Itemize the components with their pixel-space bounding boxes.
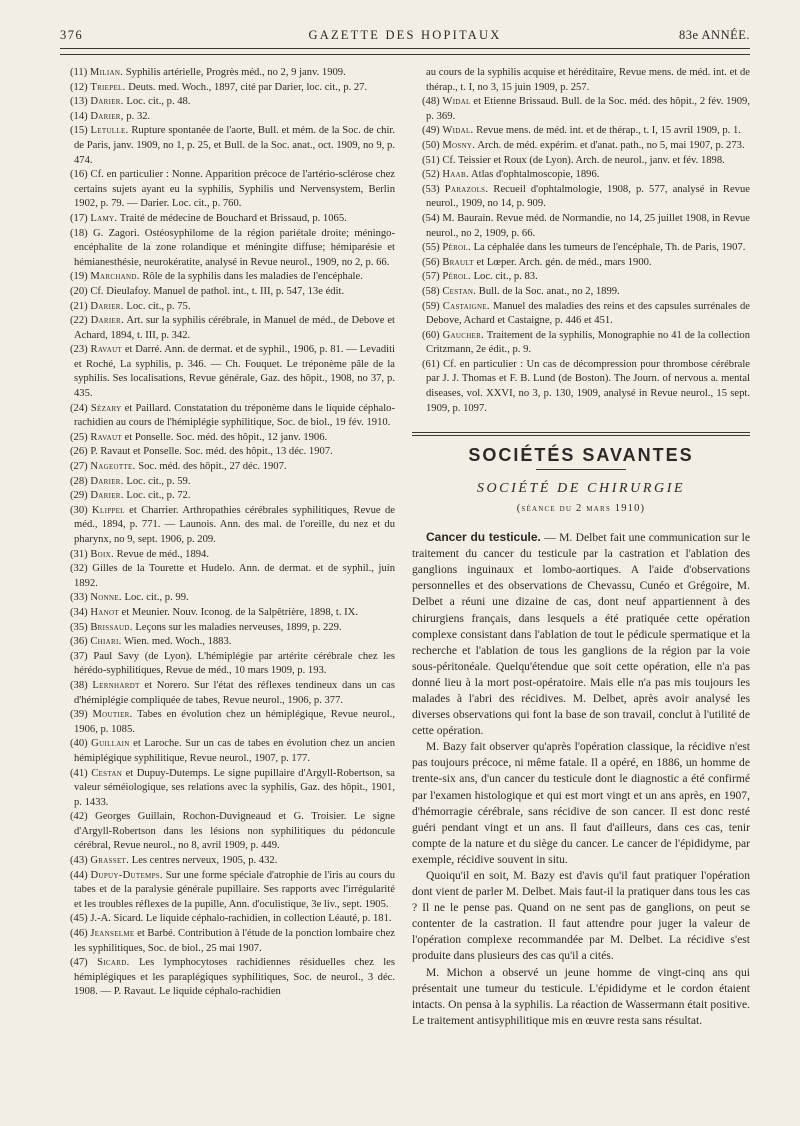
reference-author: Ravaut — [90, 344, 123, 356]
reference-item — [60, 767, 395, 811]
paragraph-text: Quoiqu'il en soit, M. Bazy est d'avis qu'il faut pratiquer l'opération dont vient de parler M. Delbet. Mais faut-il la pratiquer dans tous les cas ? Il ne le pense pas. Quand on ne sent pas de ganglions, on peut se contenter de la castration. Il faut attendre pour juger la valeur de l'opération complexe recommandée par M. Delbet. La récidive s'est produite dans plusieurs des cas qu'il a cités. — [412, 869, 750, 963]
paragraph-text: — M. Delbet fait une communication sur le traitement du cancer du testicule par la castration et l'ablation des ganglions inguinaux et lombo-aortiques. A l'aide d'observations personnelles et des observations de Chevassu, Cunéo et Grégoire, M. Delbet a réuni une dizaine de cas, dont neuf appartiennent à des chirurgiens français, dans lesquels a été pratiquée cette opération complexe consistant dans l'ablation de tout le pédicule spermatique et la recherche et l'ablation de tous les ganglions de la région par la voie sous-péritonéale. Quelqu'étendue que soit cette opération, elle n'a pas donné lieu à la mort post-opératoire. Mais elle n'a pas mis toujours les malades à l'abri des récidives. M. Delbet, après avoir analysé les diverses observations qui font la base de son travail, conclut à l'utilité de cette opération. — [412, 531, 750, 738]
reference-number: (16) — [70, 169, 91, 181]
reference-item — [412, 329, 750, 358]
reference-author: Darier. — [90, 490, 124, 502]
reference-item — [412, 212, 750, 241]
reference-item — [60, 168, 395, 212]
reference-number: (55) — [422, 242, 443, 254]
reference-item — [60, 95, 395, 110]
reference-number: (37) — [70, 650, 94, 662]
report-paragraph — [412, 965, 750, 1029]
reference-text: Rupture spontanée de l'aorte, Bull. et mém. de la Soc. de chir. de Paris, janv. 1909, no 1, p. 25, et Bull. de la Soc. anat., oct. 1909, no 9, p. 474. — [74, 125, 395, 166]
reference-item — [60, 314, 395, 343]
reference-item — [412, 139, 750, 154]
reference-author: Lamy. — [90, 212, 118, 224]
reference-number: (40) — [70, 738, 92, 750]
reference-text: Deuts. med. Woch., 1897, cité par Darier, loc. cit., p. 27. — [125, 81, 368, 93]
journal-year: 83e ANNÉE. — [679, 28, 750, 42]
reference-author: Guillain — [91, 738, 130, 750]
reference-text: et Paillard. Constatation du tréponème dans le liquide céphalo-rachidien au cours de l'hémiplégie syphilitique, Soc. de biol., 19 fév. 1910. — [74, 402, 395, 429]
reference-text: Syphilis artérielle, Progrès méd., no 2, 9 janv. 1909. — [123, 67, 346, 78]
reference-number: (49) — [422, 125, 443, 137]
reference-text: et Barbé. Contribution à l'étude de la ponction lombaire chez les syphilitiques, Soc. de biol., 25 mai 1907. — [74, 928, 395, 954]
reference-text: et Dupuy-Dutemps. Le signe pupillaire d'Argyll-Robertson, sa valeur séméiologique, ses relations avec la syphilis, Gaz. des hôpit., 1901, p. 1433. — [74, 767, 395, 808]
reference-item — [60, 124, 395, 168]
reference-text: Traitement de la syphilis, Monographie no 41 de la collection Critzmann, 2e édit., p. 9. — [426, 329, 750, 356]
reference-item — [60, 489, 395, 504]
reference-author: Dupuy-Dutemps. — [90, 869, 163, 881]
reference-author: Milian. — [89, 67, 124, 78]
reference-author: Moutier. — [92, 709, 133, 721]
reference-text: Loc. cit., p. 59. — [123, 475, 191, 487]
reference-text: Revue mens. de méd. int. et de thérap., t. I, 15 avril 1909, p. 1. — [473, 125, 741, 137]
reference-text: Tabes en évolution chez un hémiplégique, Revue neurol., 1906, p. 1085. — [74, 709, 395, 735]
reference-number: (18) — [70, 227, 93, 239]
reference-author: Darier. — [90, 315, 124, 327]
reference-number: (33) — [70, 592, 91, 604]
reference-item — [412, 241, 750, 256]
reference-item — [60, 635, 395, 650]
reference-author: Nageotte. — [90, 461, 136, 473]
reference-text: Arch. de méd. expérim. et d'anat. path., no 5, mai 1907, p. 273. — [475, 139, 745, 151]
reference-text: Atlas d'ophtalmoscopie, 1896. — [468, 169, 600, 181]
reference-number: (22) — [70, 315, 91, 327]
reference-author: Lernhardt — [92, 679, 140, 691]
reference-text: Rôle de la syphilis dans les maladies de l'encéphale. — [139, 271, 363, 283]
reference-author: Darier. — [90, 475, 124, 487]
reference-number: (27) — [70, 461, 91, 473]
reference-number: (32) — [70, 563, 93, 575]
reference-number: (11) — [70, 67, 90, 78]
reference-item — [60, 854, 395, 869]
reference-item — [412, 270, 750, 285]
reference-item — [60, 650, 395, 679]
reference-author: Boix. — [90, 548, 114, 560]
reference-author: Darier, — [90, 110, 124, 122]
reference-item — [60, 110, 395, 125]
report-paragraph — [412, 868, 750, 965]
reference-author: Pérol. — [442, 242, 471, 254]
reference-item — [60, 402, 395, 431]
reference-text: Cf. en particulier : Un cas de décompression pour thrombose cérébrale par J. J. Thomas et F. B. Lund (de Boston). The Journ. of nervous a. mental diseases, vol. XXVI, no 3, p. 130, 1909, analysé in Revue neurol., 15 sept. 1909, p. 1097. — [426, 358, 750, 414]
reference-number: (43) — [70, 855, 91, 867]
reference-number: (13) — [70, 96, 91, 108]
reference-text: et Meunier. Nouv. Iconog. de la Salpêtrière, 1898, t. IX. — [118, 606, 358, 618]
reference-number: (48) — [422, 96, 443, 108]
reference-text: et Ponselle. Soc. méd. des hôpit., 12 janv. 1906. — [121, 431, 328, 443]
reference-text: J.-A. Sicard. Le liquide céphalo-rachidien, in collection Léauté, p. 181. — [90, 913, 392, 925]
reference-author: Parazols. — [444, 183, 489, 195]
section-short-rule — [536, 469, 626, 470]
reference-number: (59) — [422, 300, 443, 312]
reference-item — [60, 227, 395, 271]
reference-author: Sézary — [90, 402, 122, 414]
reference-text: La céphalée dans les tumeurs de l'encéphale, Th. de Paris, 1907. — [470, 242, 746, 254]
reference-text: Leçons sur les maladies nerveuses, 1899, p. 229. — [132, 621, 342, 633]
reference-text: Cf. Dieulafoy. Manuel de pathol. int., t. III, p. 547, 13e édit. — [90, 285, 345, 297]
reference-item — [60, 212, 395, 227]
society-name: SOCIÉTÉ DE CHIRURGIE — [476, 480, 686, 496]
report-paragraph — [412, 529, 750, 739]
reference-number: (31) — [70, 548, 91, 560]
reference-author: Chiari. — [90, 636, 122, 648]
reference-number: (50) — [422, 139, 443, 151]
reference-item — [60, 956, 395, 1000]
reference-number: (60) — [422, 329, 443, 341]
reference-number: (34) — [70, 606, 91, 618]
running-header — [60, 28, 750, 48]
reference-number: (41) — [70, 767, 92, 779]
reference-item — [412, 95, 750, 124]
reference-item — [412, 66, 750, 95]
reference-number: (46) — [70, 928, 91, 940]
reference-text: Traité de médecine de Bouchard et Brissaud, p. 1065. — [117, 212, 347, 224]
reference-number: (14) — [70, 110, 91, 122]
reference-number: (28) — [70, 475, 91, 487]
reference-item — [60, 445, 395, 460]
reference-text: et Lœper. Arch. gén. de méd., mars 1900. — [473, 256, 652, 268]
reference-item — [412, 183, 750, 212]
reference-author: Widal. — [442, 125, 474, 137]
reference-item — [60, 431, 395, 446]
right-references — [412, 66, 750, 416]
reference-item — [60, 460, 395, 475]
reference-item — [60, 679, 395, 708]
reference-author: Cestan. — [442, 285, 477, 297]
reference-author: Ravaut — [90, 431, 122, 443]
report-paragraph — [412, 739, 750, 868]
reference-number: (42) — [70, 811, 96, 823]
reference-text: Art. sur la syphilis cérébrale, in Manuel de méd., de Debove et Achard, 1894, t. III, p. 342. — [74, 315, 395, 341]
reference-text: Gilles de la Tourette et Hudelo. Ann. de dermat. et de syphil., juin 1892. — [74, 563, 395, 589]
reference-author: Haab. — [442, 169, 469, 181]
reference-item — [60, 300, 395, 315]
reference-item — [412, 300, 750, 329]
reference-item — [60, 810, 395, 854]
section-divider-thin — [412, 432, 750, 433]
reference-number: (45) — [70, 913, 91, 925]
reference-author: Castaigne. — [442, 300, 490, 312]
reference-item — [60, 66, 395, 81]
reference-text: P. Ravaut et Ponselle. Soc. méd. des hôpit., 13 déc. 1907. — [90, 446, 333, 458]
reference-number: (57) — [422, 271, 443, 283]
paragraph-lead: Cancer du testicule. — [426, 530, 541, 545]
reference-text: et Norero. Sur l'état des réflexes tendineux dans un cas d'hémiplégie compliquée de tabes, Revue neurol., 1906, p. 377. — [74, 679, 395, 706]
reference-item — [412, 154, 750, 169]
reference-item — [60, 504, 395, 548]
reference-text: et Charrier. Arthropathies cérébrales syphilitiques, Revue de méd., 1894, p. 771. — Launois. Ann. des mal. de l'oreille, du nez et du pharynx, no 9, sept. 1906, p. 209. — [74, 504, 395, 545]
reference-item — [60, 621, 395, 636]
reference-number: (44) — [70, 869, 91, 881]
reference-author: Brault — [442, 256, 474, 268]
reference-item — [60, 475, 395, 490]
reference-text: M. Baurain. Revue méd. de Normandie, no 14, 25 juillet 1908, in Revue neurol., no 2, 1909, p. 66. — [426, 212, 750, 239]
right-column — [412, 66, 750, 1029]
reference-text: Paul Savy (de Lyon). L'hémiplégie par artérite cérébrale chez les hérédo-syphilitiques, Revue de méd., 10 mars 1909, p. 193. — [74, 650, 395, 677]
reference-author: Darier. — [90, 96, 124, 108]
reference-author: Sicard. — [97, 957, 130, 969]
reference-text: Les lymphocytoses rachidiennes résiduelles chez les hémiplégiques et les paraplégiques syphilitiques, Soc. de neurol., 3 déc. 1908. — P. Ravaut. Le liquide céphalo-rachidien — [74, 957, 395, 998]
reference-item — [412, 285, 750, 300]
journal-title: GAZETTE DES HOPITAUX — [308, 28, 502, 42]
reference-item — [60, 285, 395, 300]
reference-text: Sur une forme spéciale d'atrophie de l'iris au cours du tabes et de la paralysie générale pupillaire. Ses rapports avec l'irrégularité et les troubles réflexes de la pupille, Ann. d'oculistique, 3e liv., sept. 1905. — [74, 869, 395, 910]
reference-number: (58) — [422, 285, 443, 297]
reference-number: (29) — [70, 490, 91, 502]
reference-text: Bull. de la Soc. anat., no 2, 1899. — [476, 285, 620, 297]
reference-author: Letulle. — [90, 125, 129, 137]
reference-item — [60, 81, 395, 96]
reference-number: (36) — [70, 636, 91, 648]
reference-author: Brissaud. — [90, 621, 133, 633]
reference-text: Les centres nerveux, 1905, p. 432. — [129, 855, 278, 867]
reference-number: (52) — [422, 169, 443, 181]
reference-author: Darier. — [90, 300, 124, 312]
reference-author: Hanot — [90, 606, 119, 618]
reference-author: Gaucher. — [442, 329, 485, 341]
reference-text: Loc. cit., p. 48. — [123, 96, 191, 108]
left-column-references — [60, 66, 395, 1000]
reference-text: G. Zagori. Ostéosyphilome de la région pariétale droite; méningo-encéphalite de la zone rolandique et méningite diffuse; hémiparésie et hémianesthésie, neurokératite, analysé in Revue neurol., 1909, no 2, p. 66. — [74, 227, 395, 268]
reference-text: Cf. Teissier et Roux (de Lyon). Arch. de neurol., janv. et fév. 1898. — [442, 154, 725, 166]
reference-item — [60, 270, 395, 285]
reference-text: Loc. cit., p. 99. — [121, 592, 189, 604]
page-number: 376 — [60, 28, 84, 42]
reference-text: Manuel des maladies des reins et des capsules surrénales de Debove, Achard et Castaigne, p. 446 et 451. — [426, 300, 750, 327]
reference-number: (23) — [70, 344, 91, 356]
reference-text: Loc. cit., p. 72. — [123, 490, 191, 502]
reference-number: (15) — [70, 125, 91, 137]
reference-author: Marchand. — [90, 271, 140, 283]
reference-item — [60, 708, 395, 737]
reference-author: Cestan — [91, 767, 123, 779]
reference-author: Nonne. — [90, 592, 122, 604]
reference-number: (53) — [422, 183, 445, 195]
reference-author: Mosny. — [442, 139, 476, 151]
reference-item — [412, 168, 750, 183]
reference-item — [60, 869, 395, 913]
reference-number: (24) — [70, 402, 91, 414]
reference-number: (30) — [70, 504, 93, 516]
section-title: SOCIÉTÉS SAVANTES — [468, 445, 694, 466]
reference-number: (25) — [70, 431, 91, 443]
reference-item — [60, 927, 395, 956]
reference-author: Widal — [442, 96, 471, 108]
reference-text: Loc. cit., p. 75. — [123, 300, 191, 312]
reference-text: et Laroche. Sur un cas de tabes en évolution chez un ancien hémiplégique syphilitique, Revue neurol., 1907, p. 177. — [74, 738, 395, 764]
reference-number: (47) — [70, 957, 98, 969]
reference-number: (54) — [422, 212, 443, 224]
reference-item — [60, 343, 395, 401]
reference-text: Cf. en particulier : Nonne. Apparition précoce de l'artério-sclérose chez certains sujets ayant eu la syphilis, Syphilis und Nervensystem, Berlin 1902, p. 79. — Darier. Loc. cit., p. 760. — [74, 169, 395, 210]
reference-number: (38) — [70, 679, 93, 691]
paragraph-text: M. Bazy fait observer qu'après l'opération classique, la récidive n'est pas toujours précoce, ni même fatale. Il a opéré, en 1886, un homme de trente-six ans, d'un cancer du testicule dont le diagnostic a été confirmé par l'examen histologique et qui est mort vingt et un ans après, en 1907, d'hémorragie cérébrale, sans récidive de son cancer. Il est donc resté guéri pendant vingt et un ans. Il faut d'ailleurs, dans ces cas, tenir compte de la nature et du siège du cancer. Le cancer de l'épididyme, par exemple, récidive souvent in situ. — [412, 740, 750, 866]
paragraph-text: M. Michon a observé un jeune homme de vingt-cinq ans qui présentait une tumeur du testicule. L'épididyme et le cordon étaient intacts. On pensa à la syphilis. La réaction de Wassermann était positive. Le traitement antisyphilitique mis en œuvre resta sans résultat. — [412, 965, 750, 1027]
reference-item — [412, 256, 750, 271]
reference-number: (26) — [70, 446, 91, 458]
reference-text: au cours de la syphilis acquise et héréditaire, Revue mens. de méd. int. et de thérap., t. I, no 3, 15 juin 1909, p. 257. — [426, 67, 750, 93]
reference-number: (20) — [70, 285, 91, 297]
reference-author: Triepel. — [90, 81, 126, 93]
reference-text: Revue de méd., 1894. — [113, 548, 209, 560]
reference-text: et Etienne Brissaud. Bull. de la Soc. méd. des hôpit., 2 fév. 1909, p. 369. — [426, 96, 750, 122]
reference-text: Soc. méd. des hôpit., 27 déc. 1907. — [135, 461, 287, 473]
reference-item — [60, 548, 395, 563]
reference-author: Grasset. — [90, 855, 130, 867]
reference-text: Georges Guillain, Rochon-Duvigneaud et G. Troisier. Le signe d'Argyll-Robertson dans les lésions non syphilitiques du pédoncule cérébral, Revue neurol., no 8, avril 1909, p. 449. — [74, 811, 395, 852]
reference-number: (39) — [70, 709, 93, 721]
reference-author: Jeanselme — [90, 928, 135, 940]
reference-number: (51) — [422, 154, 443, 166]
reference-number: (12) — [70, 81, 91, 93]
session-report — [412, 529, 750, 1029]
reference-item — [60, 606, 395, 621]
header-rule — [60, 48, 750, 49]
reference-number: (19) — [70, 271, 91, 283]
reference-text: p. 32. — [123, 110, 151, 122]
reference-item — [60, 912, 395, 927]
reference-author: Klippel — [92, 504, 125, 516]
reference-text: et Darré. Ann. de dermat. et de syphil., 1906, p. 81. — Levaditi et Roché, La syphilis, p. 346. — Ch. Fouquet. Le tréponème pâle de la syphilis. Ses localisations, Revue générale, Gaz. des hôpit., 1908, no 37, p. 435. — [74, 344, 395, 400]
reference-number: (61) — [422, 358, 444, 370]
reference-text: Recueil d'ophtalmologie, 1908, p. 577, analysé in Revue neurol., 1909, no 14, p. 909. — [426, 183, 750, 210]
reference-number: (56) — [422, 256, 443, 268]
reference-item — [60, 737, 395, 766]
reference-author: Pérol. — [442, 271, 471, 283]
session-date: (séance du 2 mars 1910) — [516, 503, 646, 515]
reference-text: Loc. cit., p. 83. — [470, 271, 538, 283]
reference-number: (17) — [70, 212, 91, 224]
reference-item — [412, 358, 750, 416]
reference-number: (35) — [70, 621, 91, 633]
reference-item — [60, 591, 395, 606]
reference-item — [412, 124, 750, 139]
header-rule-thin — [60, 54, 750, 55]
section-divider-thick — [412, 435, 750, 436]
reference-number: (21) — [70, 300, 91, 312]
reference-item — [60, 562, 395, 591]
reference-text: Wien. med. Woch., 1883. — [121, 636, 232, 648]
